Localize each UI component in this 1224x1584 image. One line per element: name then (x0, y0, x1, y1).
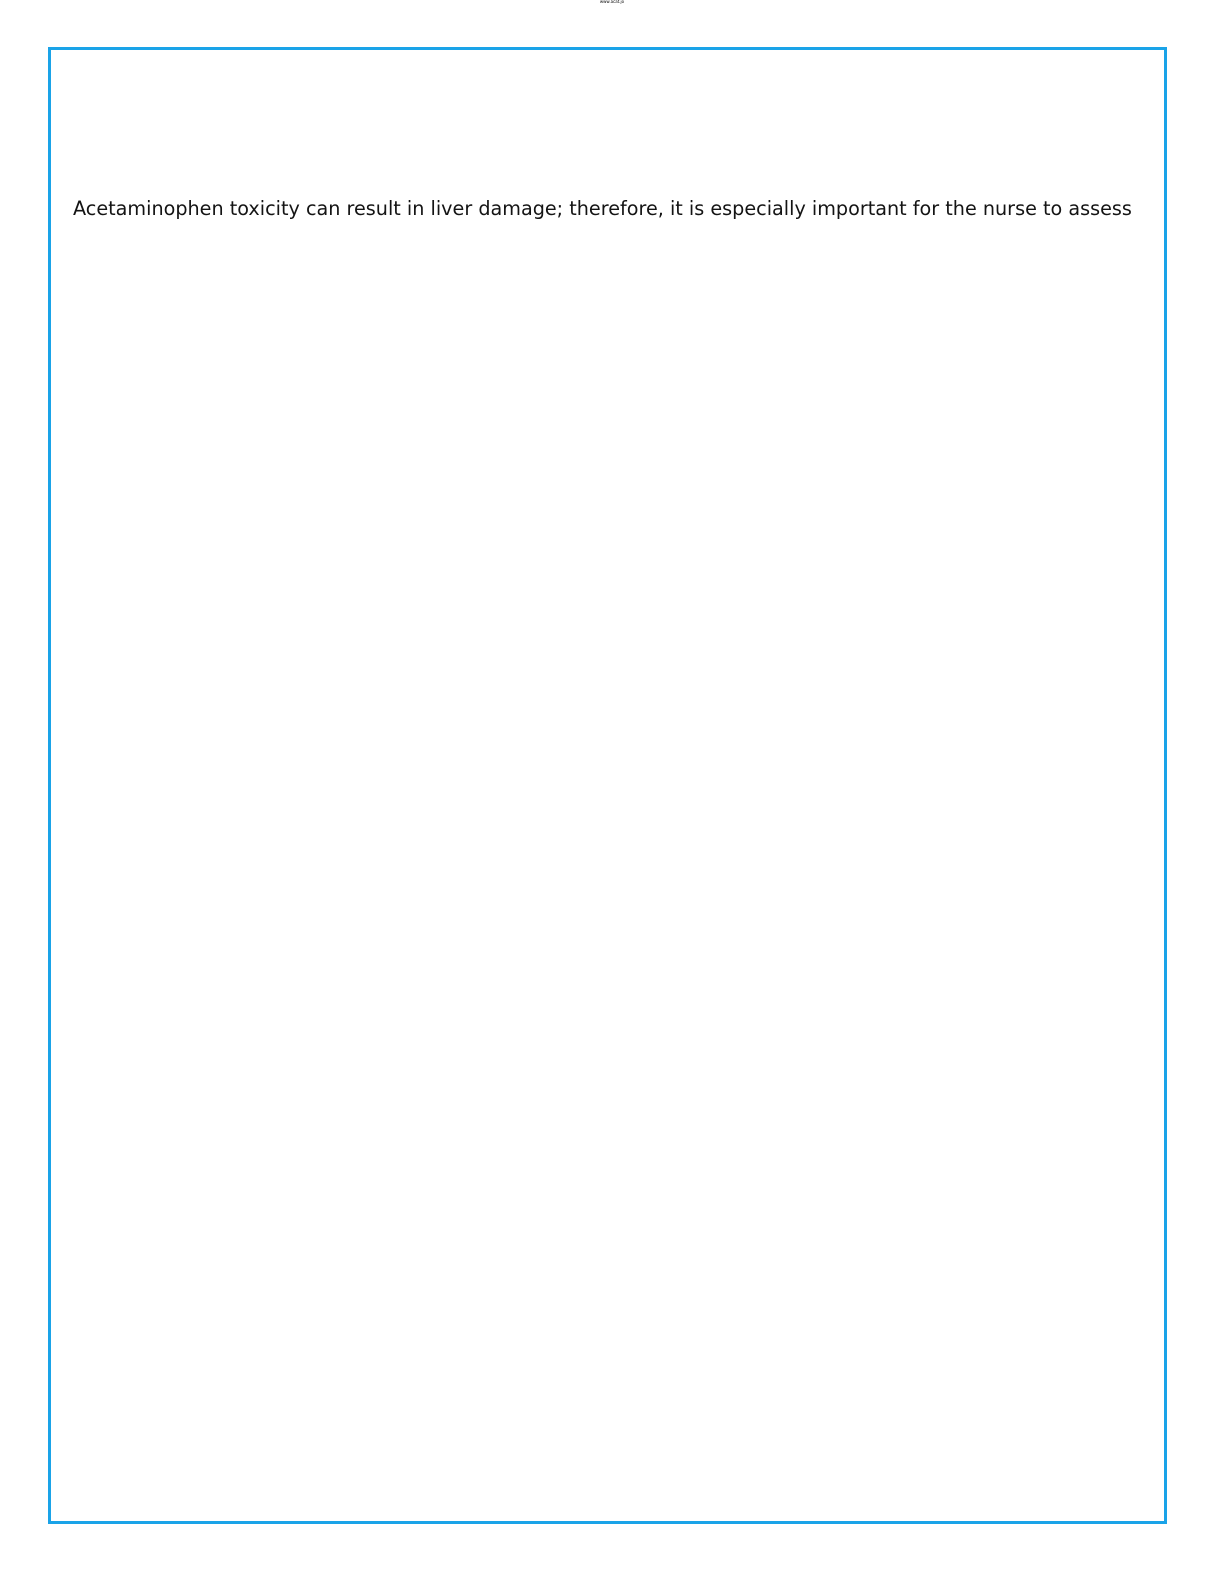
body-paragraph: Acetaminophen toxicity can result in liver damage; therefore, it is especially important for the nurse to assess (73, 197, 1132, 220)
page-frame (48, 47, 1167, 1524)
page-header-mark: www.acat.jo (599, 0, 625, 4)
